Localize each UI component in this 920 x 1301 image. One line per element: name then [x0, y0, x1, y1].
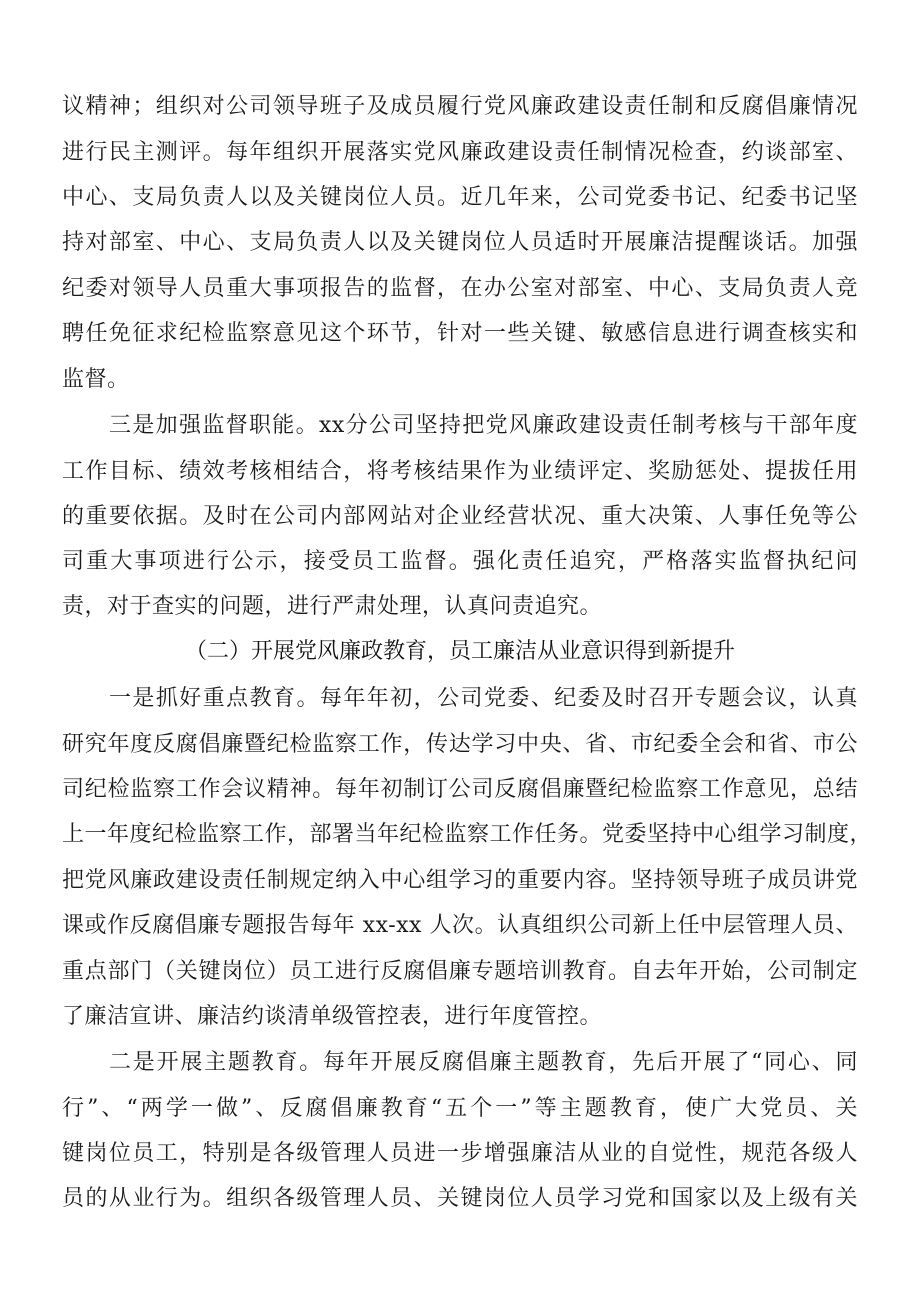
text-line: 键岗位员工，特别是各级管理人员进一步增强廉洁从业的自觉性，规范各级人 [62, 1141, 858, 1166]
text-line: 责，对于查实的问题，进行严肃处理，认真问责追究。 [62, 594, 603, 619]
text-line: 工作目标、绩效考核相结合，将考核结果作为业绩评定、奖励惩处、提拔任用 [62, 459, 858, 484]
text-line: 监督。 [62, 367, 130, 392]
text-line: 三是加强监督职能。xx分公司坚持把党风廉政建设责任制考核与干部年度 [109, 413, 858, 438]
text-line: 一是抓好重点教育。每年年初，公司党委、纪委及时召开专题会议，认真 [109, 686, 858, 711]
text-line: 上一年度纪检监察工作，部署当年纪检监察工作任务。党委坚持中心组学习制度， [62, 822, 873, 847]
text-line: 聘任免征求纪检监察意见这个环节，针对一些关键、敏感信息进行调查核实和 [62, 321, 858, 346]
text-line: 课或作反腐倡廉专题报告每年 xx-xx 人次。认真组织公司新上任中层管理人员、 [62, 913, 858, 938]
text-line: 研究年度反腐倡廉暨纪检监察工作，传达学习中央、省、市纪委全会和省、市公 [62, 732, 858, 757]
text-line: 员的从业行为。组织各级管理人员、关键岗位人员学习党和国家以及上级有关 [62, 1186, 858, 1211]
text-line: 把党风廉政建设责任制规定纳入中心组学习的重要内容。坚持领导班子成员讲党 [62, 868, 858, 893]
text-line: 行”、“两学一做”、反腐倡廉教育“五个一”等主题教育，使广大党员、关 [62, 1096, 858, 1121]
text-line: 了廉洁宣讲、廉洁约谈清单级管控表，进行年度管控。 [62, 1004, 603, 1029]
text-line: 进行民主测评。每年组织开展落实党风廉政建设责任制情况检查，约谈部室、 [62, 140, 858, 165]
text-line: 的重要依据。及时在公司内部网站对企业经营状况、重大决策、人事任免等公 [62, 504, 858, 529]
text-line: 议精神；组织对公司领导班子及成员履行党风廉政建设责任制和反腐倡廉情况 [62, 94, 858, 119]
text-line: 重点部门（关键岗位）员工进行反腐倡廉专题培训教育。自去年开始，公司制定 [62, 959, 858, 984]
text-line: 二是开展主题教育。每年开展反腐倡廉主题教育，先后开展了“同心、同 [109, 1050, 858, 1075]
section-heading: （二）开展党风廉政教育，员工廉洁从业意识得到新提升 [184, 639, 735, 664]
text-line: 持对部室、中心、支局负责人以及关键岗位人员适时开展廉洁提醒谈话。加强 [62, 230, 858, 255]
text-line: 司重大事项进行公示，接受员工监督。强化责任追究，严格落实监督执纪问 [62, 549, 858, 574]
text-line: 纪委对领导人员重大事项报告的监督，在办公室对部室、中心、支局负责人竞 [62, 276, 858, 301]
text-line: 中心、支局负责人以及关键岗位人员。近几年来，公司党委书记、纪委书记坚 [62, 185, 858, 210]
text-line: 司纪检监察工作会议精神。每年初制订公司反腐倡廉暨纪检监察工作意见，总结 [62, 777, 858, 802]
